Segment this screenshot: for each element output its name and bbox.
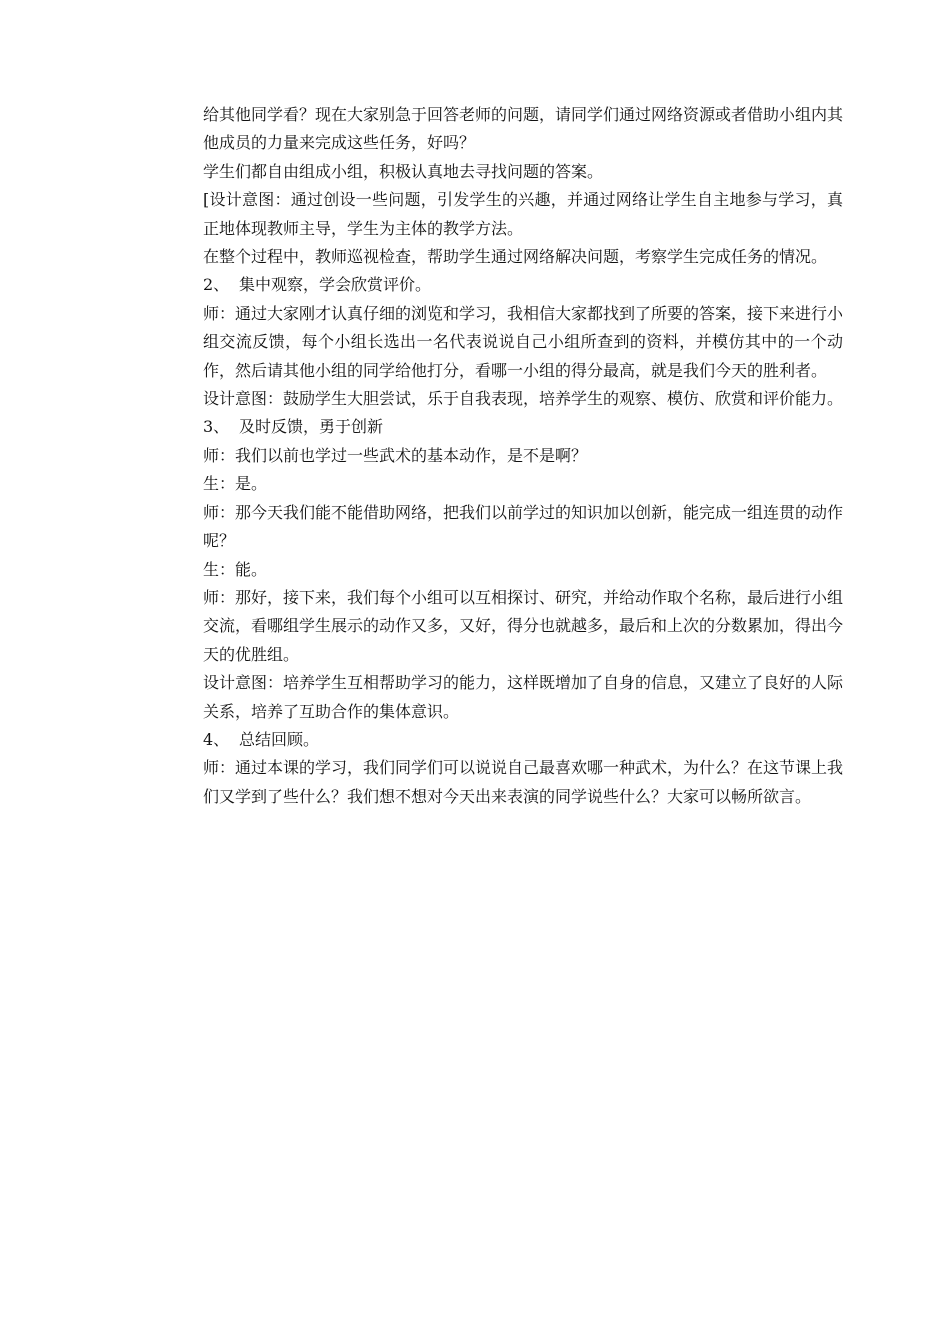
section-3-dialogue-teacher-3: 师：那好，接下来，我们每个小组可以互相探讨、研究，并给动作取个名称，最后进行小组交流，看哪组学生展示的动作又多，又好，得分也就越多，最后和上次的分数累加，得出今天的优胜组。 <box>203 587 844 664</box>
section-3-dialogue-teacher-1: 师：我们以前也学过一些武术的基本动作，是不是啊？ <box>203 445 588 465</box>
section-2-paragraph-teacher: 师：通过大家刚才认真仔细的浏览和学习，我相信大家都找到了所要的答案，接下来进行小组交流反馈，每个小组长选出一名代表说说自己小组所查到的资料，并模仿其中的一个动作，然后请其他小组的同学给他打分，看哪一小组的得分最高，就是我们今天的胜利者。 <box>203 303 844 380</box>
paragraph-design-intent-1: [设计意图：通过创设一些问题，引发学生的兴趣，并通过网络让学生自主地参与学习，真正地体现教师主导，学生为主体的教学方法。 <box>203 190 843 238</box>
section-2-title: 集中观察，学会欣赏评价。 <box>239 275 432 295</box>
document-page <box>203 101 843 811</box>
section-3-number: 3、 <box>203 417 230 437</box>
section-4-paragraph-teacher: 师：通过本课的学习，我们同学们可以说说自己最喜欢哪一种武术，为什么？在这节课上我们又学到了些什么？我们想不想对今天出来表演的同学说些什么？大家可以畅所欲言。 <box>203 758 844 806</box>
section-3-heading <box>203 413 843 441</box>
paragraph-teacher-patrol: 在整个过程中，教师巡视检查，帮助学生通过网络解决问题，考察学生完成任务的情况。 <box>203 247 828 267</box>
section-3-paragraph-design-intent: 设计意图：培养学生互相帮助学习的能力，这样既增加了自身的信息，又建立了良好的人际关系，培养了互助合作的集体意识。 <box>203 673 844 721</box>
paragraph-intro-continuation: 给其他同学看？现在大家别急于回答老师的问题，请同学们通过网络资源或者借助小组内其他成员的力量来完成这些任务，好吗？ <box>203 105 844 153</box>
section-4-title: 总结回顾。 <box>239 729 320 749</box>
section-2-paragraph-design-intent: 设计意图：鼓励学生大胆尝试，乐于自我表现，培养学生的观察、模仿、欣赏和评价能力。 <box>203 389 844 409</box>
section-4-heading <box>203 726 843 754</box>
section-2-number: 2、 <box>203 275 230 295</box>
section-2-heading <box>203 271 843 299</box>
section-3-title: 及时反馈，勇于创新 <box>239 417 384 437</box>
section-3-dialogue-teacher-2: 师：那今天我们能不能借助网络，把我们以前学过的知识加以创新，能完成一组连贯的动作呢？ <box>203 502 844 551</box>
paragraph-students-form-groups: 学生们都自由组成小组，积极认真地去寻找问题的答案。 <box>203 161 604 181</box>
section-4-number: 4、 <box>203 729 230 749</box>
section-3-dialogue-student-1: 生：是。 <box>203 474 268 494</box>
section-3-dialogue-student-2: 生：能。 <box>203 559 268 579</box>
